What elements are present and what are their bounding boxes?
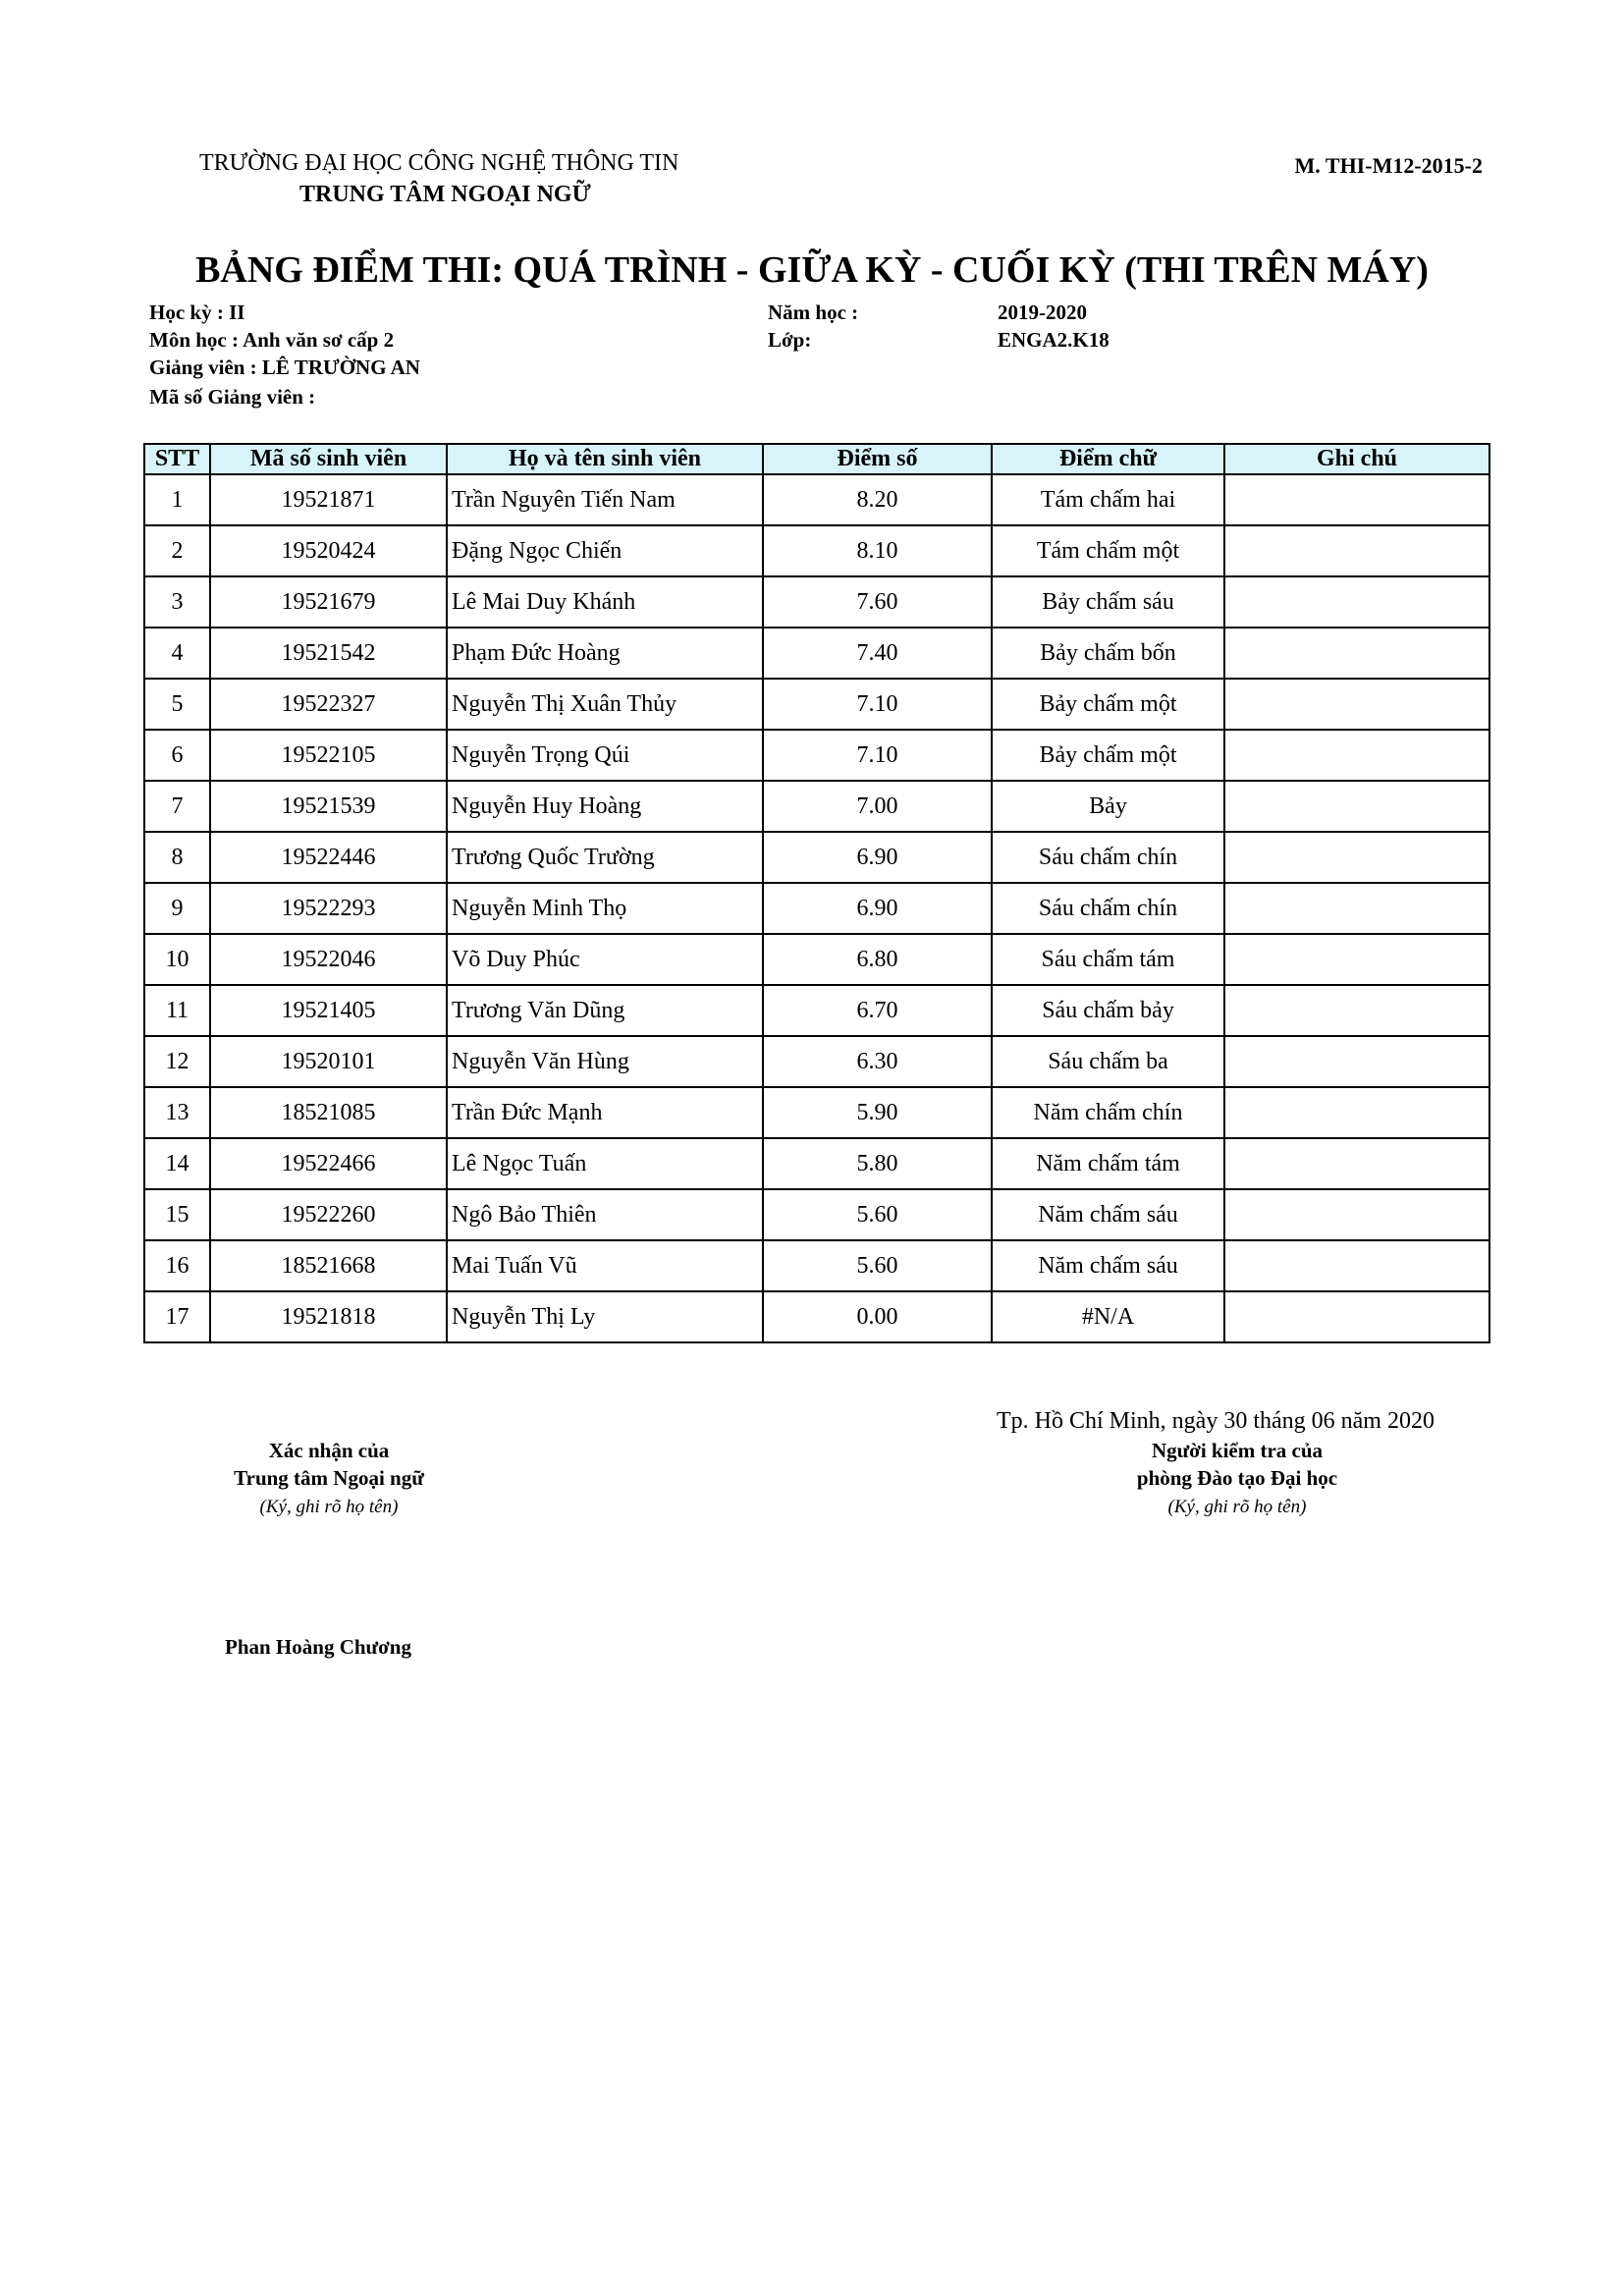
score-cell: 0.00 (763, 1291, 992, 1342)
student-name-cell: Trương Quốc Trường (447, 832, 763, 883)
student-id-cell: 19521818 (210, 1291, 447, 1342)
table-row (144, 832, 1489, 883)
table-row (144, 576, 1489, 628)
table-row (144, 474, 1489, 525)
score-cell: 7.40 (763, 628, 992, 679)
table-row (144, 1291, 1489, 1342)
notes-cell (1224, 525, 1489, 576)
stt-cell: 5 (144, 679, 210, 730)
student-name-cell: Nguyễn Thị Ly (447, 1291, 763, 1342)
table-row (144, 628, 1489, 679)
student-name-cell: Phạm Đức Hoàng (447, 628, 763, 679)
score-words-cell: Năm chấm chín (992, 1087, 1224, 1138)
table-body (144, 474, 1489, 1342)
score-words-cell: Bảy chấm bốn (992, 628, 1224, 679)
right-signature-title-2: phòng Đào tạo Đại học (1136, 1466, 1338, 1490)
header-notes: Ghi chú (1224, 444, 1489, 474)
right-signature-note: (Ký, ghi rõ họ tên) (1167, 1497, 1307, 1517)
notes-cell (1224, 1087, 1489, 1138)
student-id-cell: 19521679 (210, 576, 447, 628)
student-name-cell: Đặng Ngọc Chiến (447, 525, 763, 576)
notes-cell (1224, 628, 1489, 679)
header-student-name: Họ và tên sinh viên (447, 444, 763, 474)
student-name-cell: Nguyễn Huy Hoàng (447, 781, 763, 832)
score-words-cell: Sáu chấm bảy (992, 985, 1224, 1036)
stt-cell: 12 (144, 1036, 210, 1087)
left-signature-title-1: Xác nhận của (268, 1439, 390, 1462)
school-name: TRƯỜNG ĐẠI HỌC CÔNG NGHỆ THÔNG TIN (199, 150, 679, 176)
notes-cell (1224, 1189, 1489, 1240)
table-row (144, 1036, 1489, 1087)
notes-cell (1224, 883, 1489, 934)
student-id-cell: 19521871 (210, 474, 447, 525)
stt-cell: 8 (144, 832, 210, 883)
score-words-cell: Bảy (992, 781, 1224, 832)
table-row (144, 1138, 1489, 1189)
stt-cell: 7 (144, 781, 210, 832)
student-id-cell: 19520101 (210, 1036, 447, 1087)
notes-cell (1224, 934, 1489, 985)
student-id-cell: 19521405 (210, 985, 447, 1036)
notes-cell (1224, 1138, 1489, 1189)
student-id-cell: 19522105 (210, 730, 447, 781)
stt-cell: 13 (144, 1087, 210, 1138)
score-cell: 5.60 (763, 1189, 992, 1240)
score-cell: 5.90 (763, 1087, 992, 1138)
stt-cell: 17 (144, 1291, 210, 1342)
student-id-cell: 19522446 (210, 832, 447, 883)
notes-cell (1224, 1240, 1489, 1291)
table-header-row (144, 444, 1489, 474)
table-row (144, 730, 1489, 781)
subject-label: Môn học : Anh văn sơ cấp 2 (149, 328, 395, 352)
right-signature-title-1: Người kiểm tra của (1151, 1439, 1324, 1462)
class-label: Lớp: (768, 328, 812, 352)
class-value: ENGA2.K18 (998, 328, 1110, 352)
year-label: Năm học : (768, 301, 859, 324)
student-name-cell: Trần Nguyên Tiến Nam (447, 474, 763, 525)
notes-cell (1224, 781, 1489, 832)
student-name-cell: Nguyễn Minh Thọ (447, 883, 763, 934)
student-name-cell: Nguyễn Trọng Qúi (447, 730, 763, 781)
stt-cell: 10 (144, 934, 210, 985)
student-id-cell: 18521668 (210, 1240, 447, 1291)
student-name-cell: Nguyễn Văn Hùng (447, 1036, 763, 1087)
student-id-cell: 18521085 (210, 1087, 447, 1138)
score-cell: 6.90 (763, 832, 992, 883)
notes-cell (1224, 679, 1489, 730)
score-cell: 8.10 (763, 525, 992, 576)
student-id-cell: 19521542 (210, 628, 447, 679)
student-name-cell: Mai Tuấn Vũ (447, 1240, 763, 1291)
score-words-cell: Bảy chấm một (992, 730, 1224, 781)
notes-cell (1224, 985, 1489, 1036)
score-cell: 6.80 (763, 934, 992, 985)
semester-label: Học kỳ : II (149, 301, 245, 324)
student-id-cell: 19522293 (210, 883, 447, 934)
score-cell: 7.10 (763, 679, 992, 730)
stt-cell: 9 (144, 883, 210, 934)
header-score: Điểm số (763, 444, 992, 474)
student-name-cell: Trương Văn Dũng (447, 985, 763, 1036)
table-row (144, 883, 1489, 934)
score-cell: 8.20 (763, 474, 992, 525)
score-words-cell: Tám chấm hai (992, 474, 1224, 525)
score-cell: 6.90 (763, 883, 992, 934)
score-cell: 5.80 (763, 1138, 992, 1189)
left-signature-note: (Ký, ghi rõ họ tên) (259, 1497, 399, 1517)
score-words-cell: Tám chấm một (992, 525, 1224, 576)
grades-table (143, 443, 1490, 1343)
stt-cell: 11 (144, 985, 210, 1036)
student-name-cell: Ngô Bảo Thiên (447, 1189, 763, 1240)
year-value: 2019-2020 (998, 301, 1087, 324)
student-name-cell: Võ Duy Phúc (447, 934, 763, 985)
notes-cell (1224, 1291, 1489, 1342)
score-cell: 7.60 (763, 576, 992, 628)
stt-cell: 4 (144, 628, 210, 679)
score-words-cell: Năm chấm tám (992, 1138, 1224, 1189)
center-name: TRUNG TÂM NGOẠI NGỮ (299, 182, 591, 207)
notes-cell (1224, 832, 1489, 883)
score-words-cell: Sáu chấm tám (992, 934, 1224, 985)
table-row (144, 525, 1489, 576)
table-row (144, 985, 1489, 1036)
form-code: M. THI-M12-2015-2 (1294, 153, 1483, 178)
table-row (144, 1087, 1489, 1138)
score-words-cell: Bảy chấm một (992, 679, 1224, 730)
lecturer-id-label: Mã số Giảng viên : (149, 385, 316, 409)
table-row (144, 1189, 1489, 1240)
notes-cell (1224, 730, 1489, 781)
date-line: Tp. Hồ Chí Minh, ngày 30 tháng 06 năm 2020 (997, 1408, 1435, 1434)
lecturer-label: Giảng viên : LÊ TRƯỜNG AN (149, 355, 420, 379)
score-words-cell: Sáu chấm chín (992, 883, 1224, 934)
header-stt: STT (144, 444, 210, 474)
left-signature-title-2: Trung tâm Ngoại ngữ (234, 1466, 424, 1490)
stt-cell: 6 (144, 730, 210, 781)
student-id-cell: 19522046 (210, 934, 447, 985)
score-cell: 7.00 (763, 781, 992, 832)
score-words-cell: Sáu chấm chín (992, 832, 1224, 883)
score-words-cell: #N/A (992, 1291, 1224, 1342)
student-name-cell: Trần Đức Mạnh (447, 1087, 763, 1138)
score-cell: 7.10 (763, 730, 992, 781)
score-words-cell: Năm chấm sáu (992, 1240, 1224, 1291)
student-id-cell: 19521539 (210, 781, 447, 832)
student-name-cell: Lê Mai Duy Khánh (447, 576, 763, 628)
stt-cell: 15 (144, 1189, 210, 1240)
score-words-cell: Sáu chấm ba (992, 1036, 1224, 1087)
table-row (144, 934, 1489, 985)
stt-cell: 3 (144, 576, 210, 628)
score-cell: 6.70 (763, 985, 992, 1036)
score-words-cell: Năm chấm sáu (992, 1189, 1224, 1240)
student-id-cell: 19522327 (210, 679, 447, 730)
notes-cell (1224, 1036, 1489, 1087)
page-title: BẢNG ĐIỂM THI: QUÁ TRÌNH - GIỮA KỲ - CUỐI KỲ (THI TRÊN MÁY) (195, 249, 1429, 291)
score-words-cell: Bảy chấm sáu (992, 576, 1224, 628)
student-id-cell: 19522260 (210, 1189, 447, 1240)
stt-cell: 1 (144, 474, 210, 525)
score-cell: 6.30 (763, 1036, 992, 1087)
student-name-cell: Lê Ngọc Tuấn (447, 1138, 763, 1189)
stt-cell: 2 (144, 525, 210, 576)
notes-cell (1224, 576, 1489, 628)
header-student-id: Mã số sinh viên (210, 444, 447, 474)
table-row (144, 679, 1489, 730)
score-cell: 5.60 (763, 1240, 992, 1291)
left-signer-name: Phan Hoàng Chương (225, 1635, 411, 1659)
student-id-cell: 19520424 (210, 525, 447, 576)
stt-cell: 16 (144, 1240, 210, 1291)
stt-cell: 14 (144, 1138, 210, 1189)
student-name-cell: Nguyễn Thị Xuân Thủy (447, 679, 763, 730)
header-score-words: Điểm chữ (992, 444, 1224, 474)
table-row (144, 781, 1489, 832)
student-id-cell: 19522466 (210, 1138, 447, 1189)
notes-cell (1224, 474, 1489, 525)
table-row (144, 1240, 1489, 1291)
